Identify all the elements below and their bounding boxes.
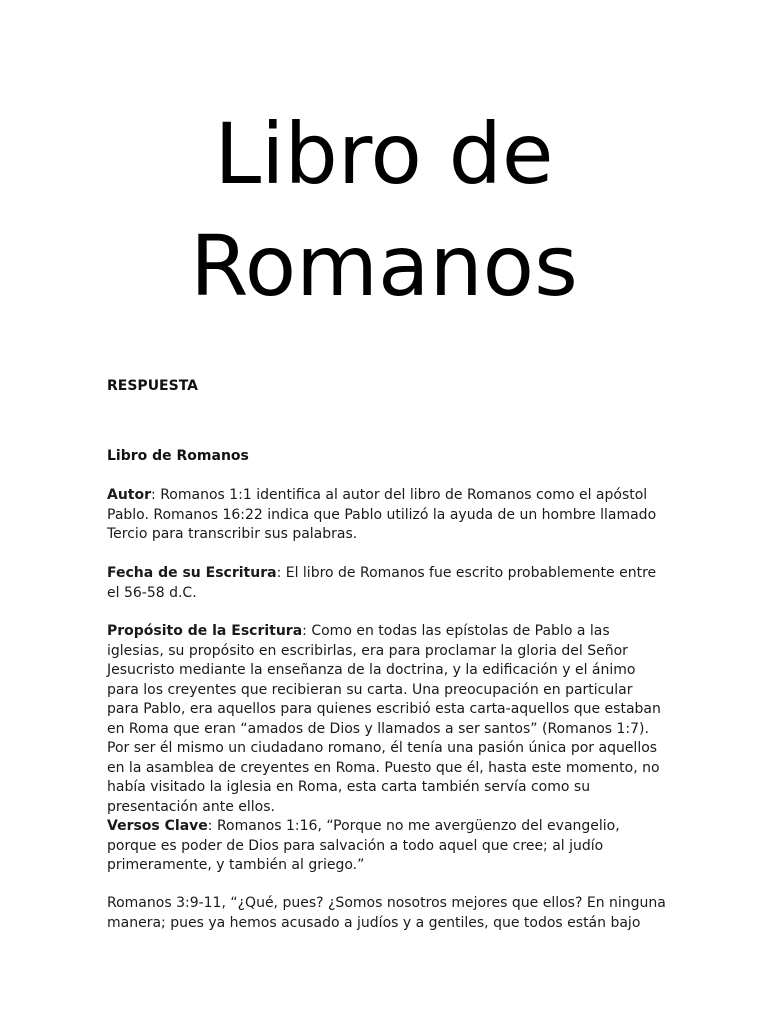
versos-label: Versos Clave — [107, 818, 208, 834]
document-title — [0, 98, 768, 322]
title-line-2: Romanos — [190, 217, 578, 315]
autor-paragraph — [107, 486, 667, 545]
fecha-label: Fecha de su Escritura — [107, 565, 277, 581]
proposito-paragraph — [107, 622, 667, 817]
autor-text: : Romanos 1:1 identifica al autor del libro de Romanos como el apóstol Pablo. Romanos 16:22 indica que Pablo utilizó la ayuda de un hombre llamado Tercio para transcribir sus palabras. — [107, 487, 657, 542]
proposito-label: Propósito de la Escritura — [107, 623, 303, 639]
fecha-text: : El libro de Romanos fue escrito probablemente entre el 56-58 d.C. — [107, 565, 657, 601]
autor-label: Autor — [107, 487, 152, 503]
versos-text: : Romanos 1:16, “Porque no me avergüenzo del evangelio, porque es poder de Dios para salvación a todo aquel que cree; al judío primeramente, y también al griego.” — [107, 818, 620, 873]
proposito-text: : Como en todas las epístolas de Pablo a las iglesias, su propósito en escribirlas, era para proclamar la gloria del Señor Jesucristo mediante la enseñanza de la doctrina, y la edificación y el ánimo para los creyentes que recibieran su carta. Una preocupación en particular para Pablo, era aquellos para quienes escribió esta carta-aquellos que estaban en Roma que eran “amados de Dios y llamados a ser santos” (Romanos 1:7). Por ser él mismo un ciudadano romano, él tenía una pasión única por aquellos en la asamblea de creyentes en Roma. Puesto que él, hasta este momento, no había visitado la iglesia en Roma, esta carta también servía como su presentación ante ellos. — [107, 623, 661, 815]
romanos-3-paragraph: Romanos 3:9-11, “¿Qué, pues? ¿Somos nosotros mejores que ellos? En ninguna manera; pues ya hemos acusado a judíos y a gentiles, que todos están bajo — [107, 895, 666, 931]
fecha-paragraph — [107, 564, 667, 603]
section-subtitle: Libro de Romanos — [107, 448, 249, 464]
title-line-1: Libro de — [214, 105, 554, 203]
versos-paragraph — [107, 817, 667, 876]
respuesta-heading: RESPUESTA — [107, 378, 198, 394]
